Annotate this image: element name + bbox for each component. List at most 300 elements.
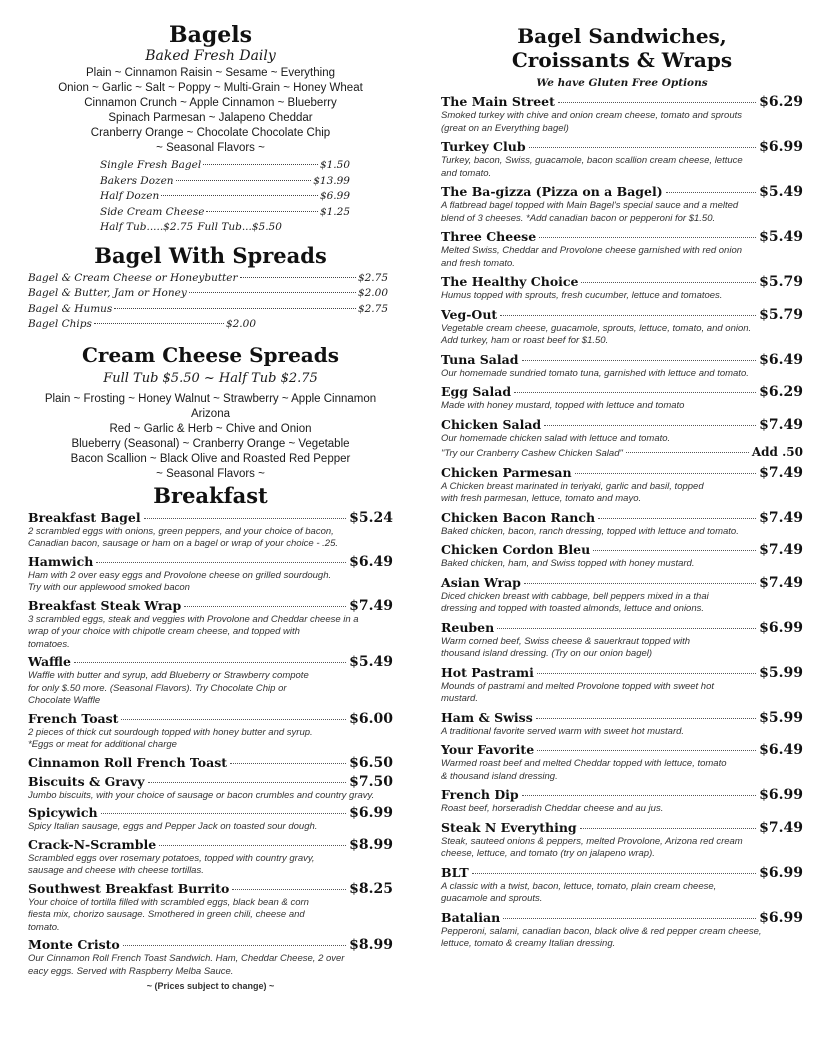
menu-item <box>441 820 803 861</box>
menu-item-description <box>28 790 393 803</box>
dot-leader <box>230 763 346 764</box>
spread-row-price: $2.75 <box>357 271 388 284</box>
bagels-subtitle: Baked Fresh Daily <box>145 48 276 64</box>
menu-item-name: Turkey Club <box>441 139 526 154</box>
menu-item-header <box>441 417 803 433</box>
bagel-flavor-line: Spinach Parmesan ~ Jalapeno Cheddar <box>108 112 313 124</box>
menu-item-description-line: with fresh parmesan, lettuce, tomato and mayo. <box>441 493 642 504</box>
dot-leader <box>123 945 346 946</box>
menu-item-header <box>28 755 393 771</box>
left-column <box>28 0 393 991</box>
bagel-chips-label: Bagel Chips <box>28 318 92 330</box>
menu-item-name: Your Favorite <box>441 742 535 757</box>
menu-item-header <box>441 510 803 526</box>
dot-leader <box>74 662 346 663</box>
menu-item-description-line: tomato. <box>28 921 60 933</box>
menu-item-header <box>441 787 803 803</box>
menu-item-description <box>441 245 803 270</box>
dot-leader <box>593 550 756 551</box>
spread-row <box>28 272 388 288</box>
sandwich-items <box>441 94 803 951</box>
menu-item-description-line: Baked chicken, bacon, ranch dressing, topped with lettuce and tomato. <box>441 525 739 537</box>
menu-item-description <box>28 727 393 752</box>
menu-item <box>28 554 393 595</box>
menu-item-description <box>441 290 803 303</box>
menu-item-description <box>441 681 803 706</box>
menu-item-header <box>441 575 803 591</box>
bagel-price-row-price: $1.25 <box>319 205 350 218</box>
menu-item-header <box>441 465 803 481</box>
menu-item-price: $6.00 <box>349 710 393 727</box>
dot-leader <box>581 282 756 283</box>
menu-item-name: The Main Street <box>441 94 555 109</box>
menu-item-price: $5.79 <box>759 274 803 290</box>
menu-item-name: Ham & Swiss <box>441 709 533 725</box>
menu-item-description <box>441 481 803 506</box>
spreads-list <box>28 272 388 334</box>
menu-item-header <box>28 805 393 821</box>
menu-item-name: Southwest Breakfast Burrito <box>28 880 230 896</box>
menu-item-description-line: Ham with 2 over easy eggs and Provolone cheese on grilled sourdough. <box>28 569 332 581</box>
menu-item <box>28 711 393 752</box>
dot-leader <box>497 628 756 629</box>
right-column <box>441 0 803 951</box>
dot-leader <box>159 845 346 846</box>
dot-leader <box>203 164 318 165</box>
menu-item-description-line: Humus topped with sprouts, fresh cucumber, lettuce and tomatoes. <box>441 290 723 301</box>
menu-item-header <box>28 554 393 570</box>
menu-item <box>441 865 803 906</box>
menu-item-description-line: Melted Swiss, Cheddar and Provolone cheese garnished with red onion <box>441 245 743 256</box>
menu-item-name: Veg-Out <box>441 306 498 322</box>
menu-item-header <box>441 352 803 368</box>
menu-item-name: Breakfast Bagel <box>28 509 141 525</box>
dot-leader <box>232 889 346 890</box>
cream-cheese-flavor-line: Red ~ Garlic & Herb ~ Chive and Onion <box>109 422 312 435</box>
bagel-flavor-line: ~ Seasonal Flavors ~ <box>156 142 265 154</box>
menu-item-name: Tuna Salad <box>441 351 519 367</box>
spread-row <box>28 303 388 319</box>
menu-item-price: $6.29 <box>759 94 803 110</box>
dot-leader <box>544 425 756 426</box>
menu-item-header <box>441 274 803 290</box>
bagel-price-row <box>100 175 350 191</box>
dot-leader <box>524 583 756 584</box>
menu-item-description-line: dressing and topped with toasted almonds, lettuce and onions. <box>441 603 705 614</box>
menu-item-description-line: A flatbread bagel topped with Main Bagel's special sauce and a melted <box>441 200 739 211</box>
menu-item-price: $6.99 <box>759 909 803 926</box>
menu-item-price: $8.99 <box>349 937 393 953</box>
bagel-price-row-label: Bakers Dozen <box>100 174 174 187</box>
spread-row-price: $2.00 <box>357 287 388 299</box>
menu-item-price: $7.49 <box>759 819 803 836</box>
menu-item-description <box>441 758 803 783</box>
menu-item-header <box>441 384 803 400</box>
menu-item-price: $6.99 <box>759 139 803 155</box>
menu-item-description-line: thousand island dressing. (Try on our onion bagel) <box>441 648 653 659</box>
menu-item-price: $6.99 <box>759 864 803 881</box>
bagel-price-list <box>100 159 350 237</box>
menu-item-description <box>441 726 803 739</box>
menu-item-price: $5.49 <box>349 654 393 670</box>
menu-item-price: $6.49 <box>349 553 393 570</box>
menu-item-header <box>441 229 803 245</box>
menu-item-description-line: Made with honey mustard, topped with lettuce and tomato <box>441 400 685 411</box>
menu-item-header <box>441 865 803 881</box>
dot-leader <box>114 308 356 309</box>
menu-item-header <box>441 910 803 926</box>
menu-item-description-line: lettuce, tomato & creamy Italian dressing. <box>441 938 616 949</box>
dot-leader <box>537 673 756 674</box>
menu-item-description-line: Add turkey, ham or roast beef for $1.50. <box>441 335 609 346</box>
menu-item-description-line: and fresh tomato. <box>441 257 515 269</box>
tub-prices <box>100 221 350 237</box>
menu-item-header <box>441 742 803 758</box>
menu-item-description <box>28 853 393 878</box>
menu-item-price: $7.49 <box>759 542 803 558</box>
dot-leader <box>184 606 346 607</box>
menu-item-header <box>441 94 803 110</box>
bagel-flavor-line: Onion ~ Garlic ~ Salt ~ Poppy ~ Multi-Grain ~ Honey Wheat <box>58 82 363 94</box>
menu-item <box>441 742 803 783</box>
dot-leader <box>575 473 757 474</box>
menu-item-description-line: Steak, sauteed onions & peppers, melted Provolone, Arizona red cream <box>441 835 743 847</box>
dot-leader <box>189 292 356 293</box>
menu-item-name: Hamwich <box>28 553 94 569</box>
menu-item <box>441 575 803 616</box>
menu-item <box>441 352 803 381</box>
bagel-flavor-line: Plain ~ Cinnamon Raisin ~ Sesame ~ Everything <box>86 67 335 79</box>
bagel-price-row <box>100 206 350 222</box>
menu-item-description-line: *Eggs or meat for additional charge <box>28 739 177 750</box>
menu-item-name: BLT <box>441 864 469 880</box>
bagel-price-row-label: Side Cream Cheese <box>100 205 205 218</box>
bagel-flavors <box>28 66 393 156</box>
menu-item <box>441 665 803 706</box>
menu-item-header <box>28 598 393 614</box>
dot-leader <box>598 518 756 519</box>
menu-item-description-line: 2 pieces of thick cut sourdough topped with honey butter and syrup. <box>28 726 313 738</box>
menu-item-description-line: Canadian bacon, sausage or ham on a bagel or wrap of your choice - .25. <box>28 538 338 549</box>
menu-item-description-line: Baked chicken, ham, and Swiss topped with honey mustard. <box>441 558 695 569</box>
bagel-flavor-line: Cinnamon Crunch ~ Apple Cinnamon ~ Blueberry <box>84 97 337 109</box>
dot-leader <box>240 277 356 278</box>
cream-cheese-flavors <box>28 392 393 482</box>
menu-item-description-line: Turkey, bacon, Swiss, guacamole, bacon scallion cream cheese, lettuce <box>441 155 743 166</box>
menu-item-description <box>28 570 393 595</box>
menu-item <box>28 937 393 978</box>
dot-leader <box>522 795 756 796</box>
menu-item-name: Batalian <box>441 909 501 925</box>
menu-item <box>441 274 803 303</box>
menu-item-header <box>28 881 393 897</box>
gluten-free-note: We have Gluten Free Options <box>536 77 708 89</box>
dot-leader <box>500 315 756 316</box>
menu-item-price: $6.29 <box>759 384 803 400</box>
menu-item-price: $5.49 <box>759 229 803 245</box>
bagels-title: Bagels <box>169 22 252 48</box>
cream-cheese-flavor-line: ~ Seasonal Flavors ~ <box>156 467 265 480</box>
menu-item-header <box>441 542 803 558</box>
menu-item-name: Egg Salad <box>441 384 512 399</box>
dot-leader <box>514 392 756 393</box>
menu-item-header <box>28 711 393 727</box>
menu-item-description-line: Mounds of pastrami and melted Provolone topped with sweet hot <box>441 680 715 692</box>
menu-item-description-line: for only $.50 more. (Seasonal Flavors). Try Chocolate Chip or <box>28 682 287 694</box>
bagel-price-row-price: $6.99 <box>319 190 350 202</box>
menu-item-description <box>441 558 803 571</box>
menu-item-header <box>28 774 393 790</box>
menu-item-name: Three Cheese <box>441 229 537 244</box>
menu-item-name: Cinnamon Roll French Toast <box>28 754 227 770</box>
menu-item-header <box>441 307 803 323</box>
dot-leader <box>96 562 346 563</box>
menu-item-description-line: Chocolate Waffle <box>28 695 101 706</box>
menu-item-name: Spicywich <box>28 805 98 820</box>
menu-item-description <box>28 670 393 708</box>
addon-price: Add .50 <box>751 445 803 459</box>
menu-item-name: Steak N Everything <box>441 819 577 835</box>
bagel-flavor-line: Cranberry Orange ~ Chocolate Chocolate Chip <box>90 127 331 139</box>
cream-cheese-title: Cream Cheese Spreads <box>81 342 339 367</box>
menu-item <box>441 139 803 180</box>
dot-leader <box>626 452 749 453</box>
menu-item-description-line: Spicy Italian sausage, eggs and Pepper Jack on toasted sour dough. <box>28 821 318 832</box>
menu-item-description-line: Our homemade chicken salad with lettuce and tomato. <box>441 432 671 444</box>
menu-item-description-line: Diced chicken breast with cabbage, bell peppers mixed in a thai <box>441 590 709 602</box>
menu-item <box>441 542 803 571</box>
menu-item-description-line: & thousand island dressing. <box>441 770 558 782</box>
menu-item-name: Chicken Parmesan <box>441 464 572 480</box>
menu-item <box>441 307 803 348</box>
menu-item-name: Biscuits & Gravy <box>28 773 145 789</box>
menu-item <box>441 910 803 951</box>
menu-item-price: $7.49 <box>759 464 803 481</box>
menu-item-price: $7.50 <box>349 773 393 790</box>
full-tub-price: Full Tub...$5.50 <box>197 221 282 233</box>
dot-leader <box>121 719 346 720</box>
menu-item-price: $5.99 <box>759 664 803 681</box>
menu-item-name: Hot Pastrami <box>441 664 534 680</box>
menu-item <box>28 805 393 834</box>
menu-item-description <box>441 926 803 951</box>
price-footnote: ~ (Prices subject to change) ~ <box>146 981 275 991</box>
menu-item-description-line: Roast beef, horseradish Cheddar cheese and au jus. <box>441 803 664 814</box>
menu-item-header <box>28 837 393 853</box>
menu-item-description-line: Our Cinnamon Roll French Toast Sandwich. Ham, Cheddar Cheese, 2 over <box>28 953 345 964</box>
menu-item <box>28 774 393 803</box>
menu-item-price: $5.24 <box>349 509 393 526</box>
dot-leader <box>148 782 347 783</box>
menu-item-description-line: 2 scrambled eggs with onions, green peppers, and your choice of bacon, <box>28 525 334 537</box>
menu-item-name: Crack-N-Scramble <box>28 836 157 852</box>
dot-leader <box>472 873 757 874</box>
menu-item-description-line: Pepperoni, salami, canadian bacon, black olive & red pepper cream cheese, <box>441 925 762 937</box>
menu-item-description-line: Warmed roast beef and melted Cheddar topped with lettuce, tomato <box>441 758 727 769</box>
menu-item-header <box>441 139 803 155</box>
menu-item-description-line: Warm corned beef, Swiss cheese & sauerkraut topped with <box>441 635 691 647</box>
menu-item-name: Monte Cristo <box>28 937 120 952</box>
spread-row-price: $2.75 <box>357 302 388 315</box>
menu-item-description <box>441 323 803 348</box>
menu-item-name: Chicken Salad <box>441 416 542 432</box>
menu-item <box>28 837 393 878</box>
bagel-price-row-label: Half Dozen <box>100 190 160 202</box>
menu-item-price: $6.49 <box>759 742 803 758</box>
sandwiches-title-line2: Croissants & Wraps <box>511 48 733 72</box>
breakfast-items <box>28 510 393 979</box>
menu-item-description <box>28 526 393 551</box>
menu-item-description <box>441 836 803 861</box>
menu-item-description-line: Waffle with butter and syrup, add Blueberry or Strawberry compote <box>28 670 309 681</box>
menu-item-description-line: 3 scrambled eggs, steak and veggies with Provolone and Cheddar cheese in a <box>28 613 359 625</box>
menu-item-name: Reuben <box>441 619 495 635</box>
menu-item-description <box>441 803 803 816</box>
menu-item-name: French Dip <box>441 787 519 802</box>
menu-item-description-line: and tomato. <box>441 167 492 179</box>
menu-item-price: $6.49 <box>759 351 803 368</box>
menu-item <box>441 710 803 739</box>
menu-item-price: $6.50 <box>349 754 393 771</box>
menu-item-description <box>441 155 803 180</box>
menu-item-description-line: fiesta mix, chorizo sausage. Smothered in green chili, cheese and <box>28 909 305 920</box>
menu-item-header <box>441 820 803 836</box>
menu-item-description <box>28 897 393 935</box>
dot-leader <box>529 147 757 148</box>
menu-item-name: The Healthy Choice <box>441 274 579 289</box>
menu-item-description-line: Try with our applewood smoked bacon <box>28 582 190 593</box>
bagel-price-row <box>100 190 350 206</box>
menu-item <box>28 881 393 935</box>
menu-item <box>28 755 393 771</box>
menu-item <box>441 94 803 135</box>
menu-item-description <box>441 881 803 906</box>
menu-item-price: $6.99 <box>759 787 803 803</box>
menu-item <box>441 465 803 506</box>
bagel-price-row-price: $1.50 <box>319 159 350 171</box>
cream-cheese-flavor-line: Blueberry (Seasonal) ~ Cranberry Orange ~ Vegetable <box>71 437 350 450</box>
menu-item <box>441 620 803 661</box>
menu-item-header <box>441 710 803 726</box>
bagel-chips-row <box>28 318 256 334</box>
menu-item <box>441 384 803 413</box>
menu-item-description-line: Your choice of tortilla filled with scrambled eggs, black bean & corn <box>28 896 309 908</box>
spread-row-label: Bagel & Cream Cheese or Honeybutter <box>28 271 238 284</box>
menu-item-description <box>441 400 803 413</box>
dot-leader <box>176 180 312 181</box>
dot-leader <box>522 360 757 361</box>
spread-row-label: Bagel & Humus <box>28 302 113 315</box>
menu-item-description-line: A traditional favorite served warm with sweet hot mustard. <box>441 725 685 737</box>
menu-item <box>441 510 803 539</box>
dot-leader <box>536 718 756 719</box>
menu-item-price: $5.99 <box>759 709 803 726</box>
menu-item-description-line: eacy eggs. Served with Raspberry Melba Sauce. <box>28 965 234 977</box>
menu-item-description-line: mustard. <box>441 693 478 704</box>
dot-leader <box>666 192 757 193</box>
menu-item-description-line: cheese, lettuce, and tomato (try on jalapeno wrap). <box>441 848 655 859</box>
menu-item-description-line: sausage and cheese with cheese tortillas. <box>28 865 204 876</box>
menu-item <box>441 229 803 270</box>
menu-item-description <box>28 821 393 834</box>
menu-item-header <box>441 620 803 636</box>
bagel-price-row-label: Single Fresh Bagel <box>100 159 202 171</box>
cream-cheese-flavor-line: Plain ~ Frosting ~ Honey Walnut ~ Strawberry ~ Apple Cinnamon Arizona <box>44 392 377 420</box>
menu-item-header <box>441 184 803 200</box>
menu-item-price: $7.49 <box>349 597 393 614</box>
dot-leader <box>580 828 756 829</box>
menu-item-description-line: A classic with a twist, bacon, lettuce, tomato, plain cream cheese, <box>441 880 717 892</box>
menu-item-name: Waffle <box>28 654 71 669</box>
menu-item-header <box>28 654 393 670</box>
menu-item-description-line: (great on an Everything bagel) <box>441 122 569 134</box>
menu-item-description-line: Scrambled eggs over rosemary potatoes, topped with country gravy, <box>28 852 315 864</box>
menu-item-name: Asian Wrap <box>441 574 521 590</box>
menu-item-description <box>441 368 803 381</box>
menu-item <box>441 184 803 225</box>
dot-leader <box>539 237 756 238</box>
menu-item-name: Chicken Cordon Bleu <box>441 542 591 557</box>
menu-item-description-line: A Chicken breast marinated in teriyaki, garlic and basil, topped <box>441 480 704 492</box>
dot-leader <box>558 102 756 103</box>
menu-item-description <box>441 526 803 539</box>
cream-cheese-flavor-line: Bacon Scallion ~ Black Olive and Roasted Red Pepper <box>70 452 351 465</box>
menu-item <box>441 417 803 461</box>
menu-item-addon <box>441 445 803 461</box>
menu-item-description <box>441 591 803 616</box>
dot-leader <box>206 211 317 212</box>
menu-item-header <box>28 937 393 953</box>
bagel-price-row-price: $13.99 <box>313 174 350 187</box>
menu-item-description <box>28 614 393 652</box>
menu-item <box>28 654 393 708</box>
menu-item-name: French Toast <box>28 710 119 726</box>
menu-item-description-line: Jumbo biscuits, with your choice of sausage or bacon crumbles and country gravy. <box>28 789 375 801</box>
dot-leader <box>101 813 347 814</box>
spreads-title: Bagel With Spreads <box>94 242 327 268</box>
menu-item-name: The Ba-gizza (Pizza on a Bagel) <box>441 184 663 199</box>
menu-item-name: Chicken Bacon Ranch <box>441 509 596 525</box>
menu-item-price: $7.49 <box>759 509 803 526</box>
dot-leader <box>503 918 756 919</box>
menu-item <box>441 787 803 816</box>
cream-cheese-subtitle: Full Tub $5.50 ~ Half Tub $2.75 <box>103 370 318 386</box>
menu-item-price: $8.25 <box>349 880 393 897</box>
menu-item-description <box>441 433 803 446</box>
menu-item-price: $5.49 <box>759 184 803 200</box>
menu-item-description-line: blend of 3 cheeses. *Add canadian bacon or pepperoni for $1.50. <box>441 212 716 224</box>
half-tub-price: Half Tub.....$2.75 <box>100 221 194 233</box>
bagel-chips-price: $2.00 <box>225 318 256 330</box>
menu-item-price: $8.99 <box>349 836 393 853</box>
menu-item-price: $6.99 <box>349 805 393 821</box>
spread-row-label: Bagel & Butter, Jam or Honey <box>28 287 187 299</box>
sandwiches-title-line1: Bagel Sandwiches, <box>517 24 727 48</box>
menu-item-description <box>441 110 803 135</box>
menu-item-price: $5.79 <box>759 306 803 323</box>
menu-item-header <box>441 665 803 681</box>
menu-item-description <box>441 636 803 661</box>
menu-item-description <box>28 953 393 978</box>
bagel-price-row <box>100 159 350 175</box>
breakfast-title: Breakfast <box>153 482 268 508</box>
addon-label: "Try our Cranberry Cashew Chicken Salad" <box>441 448 623 459</box>
menu-item-price: $7.49 <box>759 574 803 591</box>
dot-leader <box>144 518 347 519</box>
dot-leader <box>161 195 318 196</box>
menu-item <box>28 510 393 551</box>
menu-item-description-line: guacamole and sprouts. <box>441 893 543 904</box>
